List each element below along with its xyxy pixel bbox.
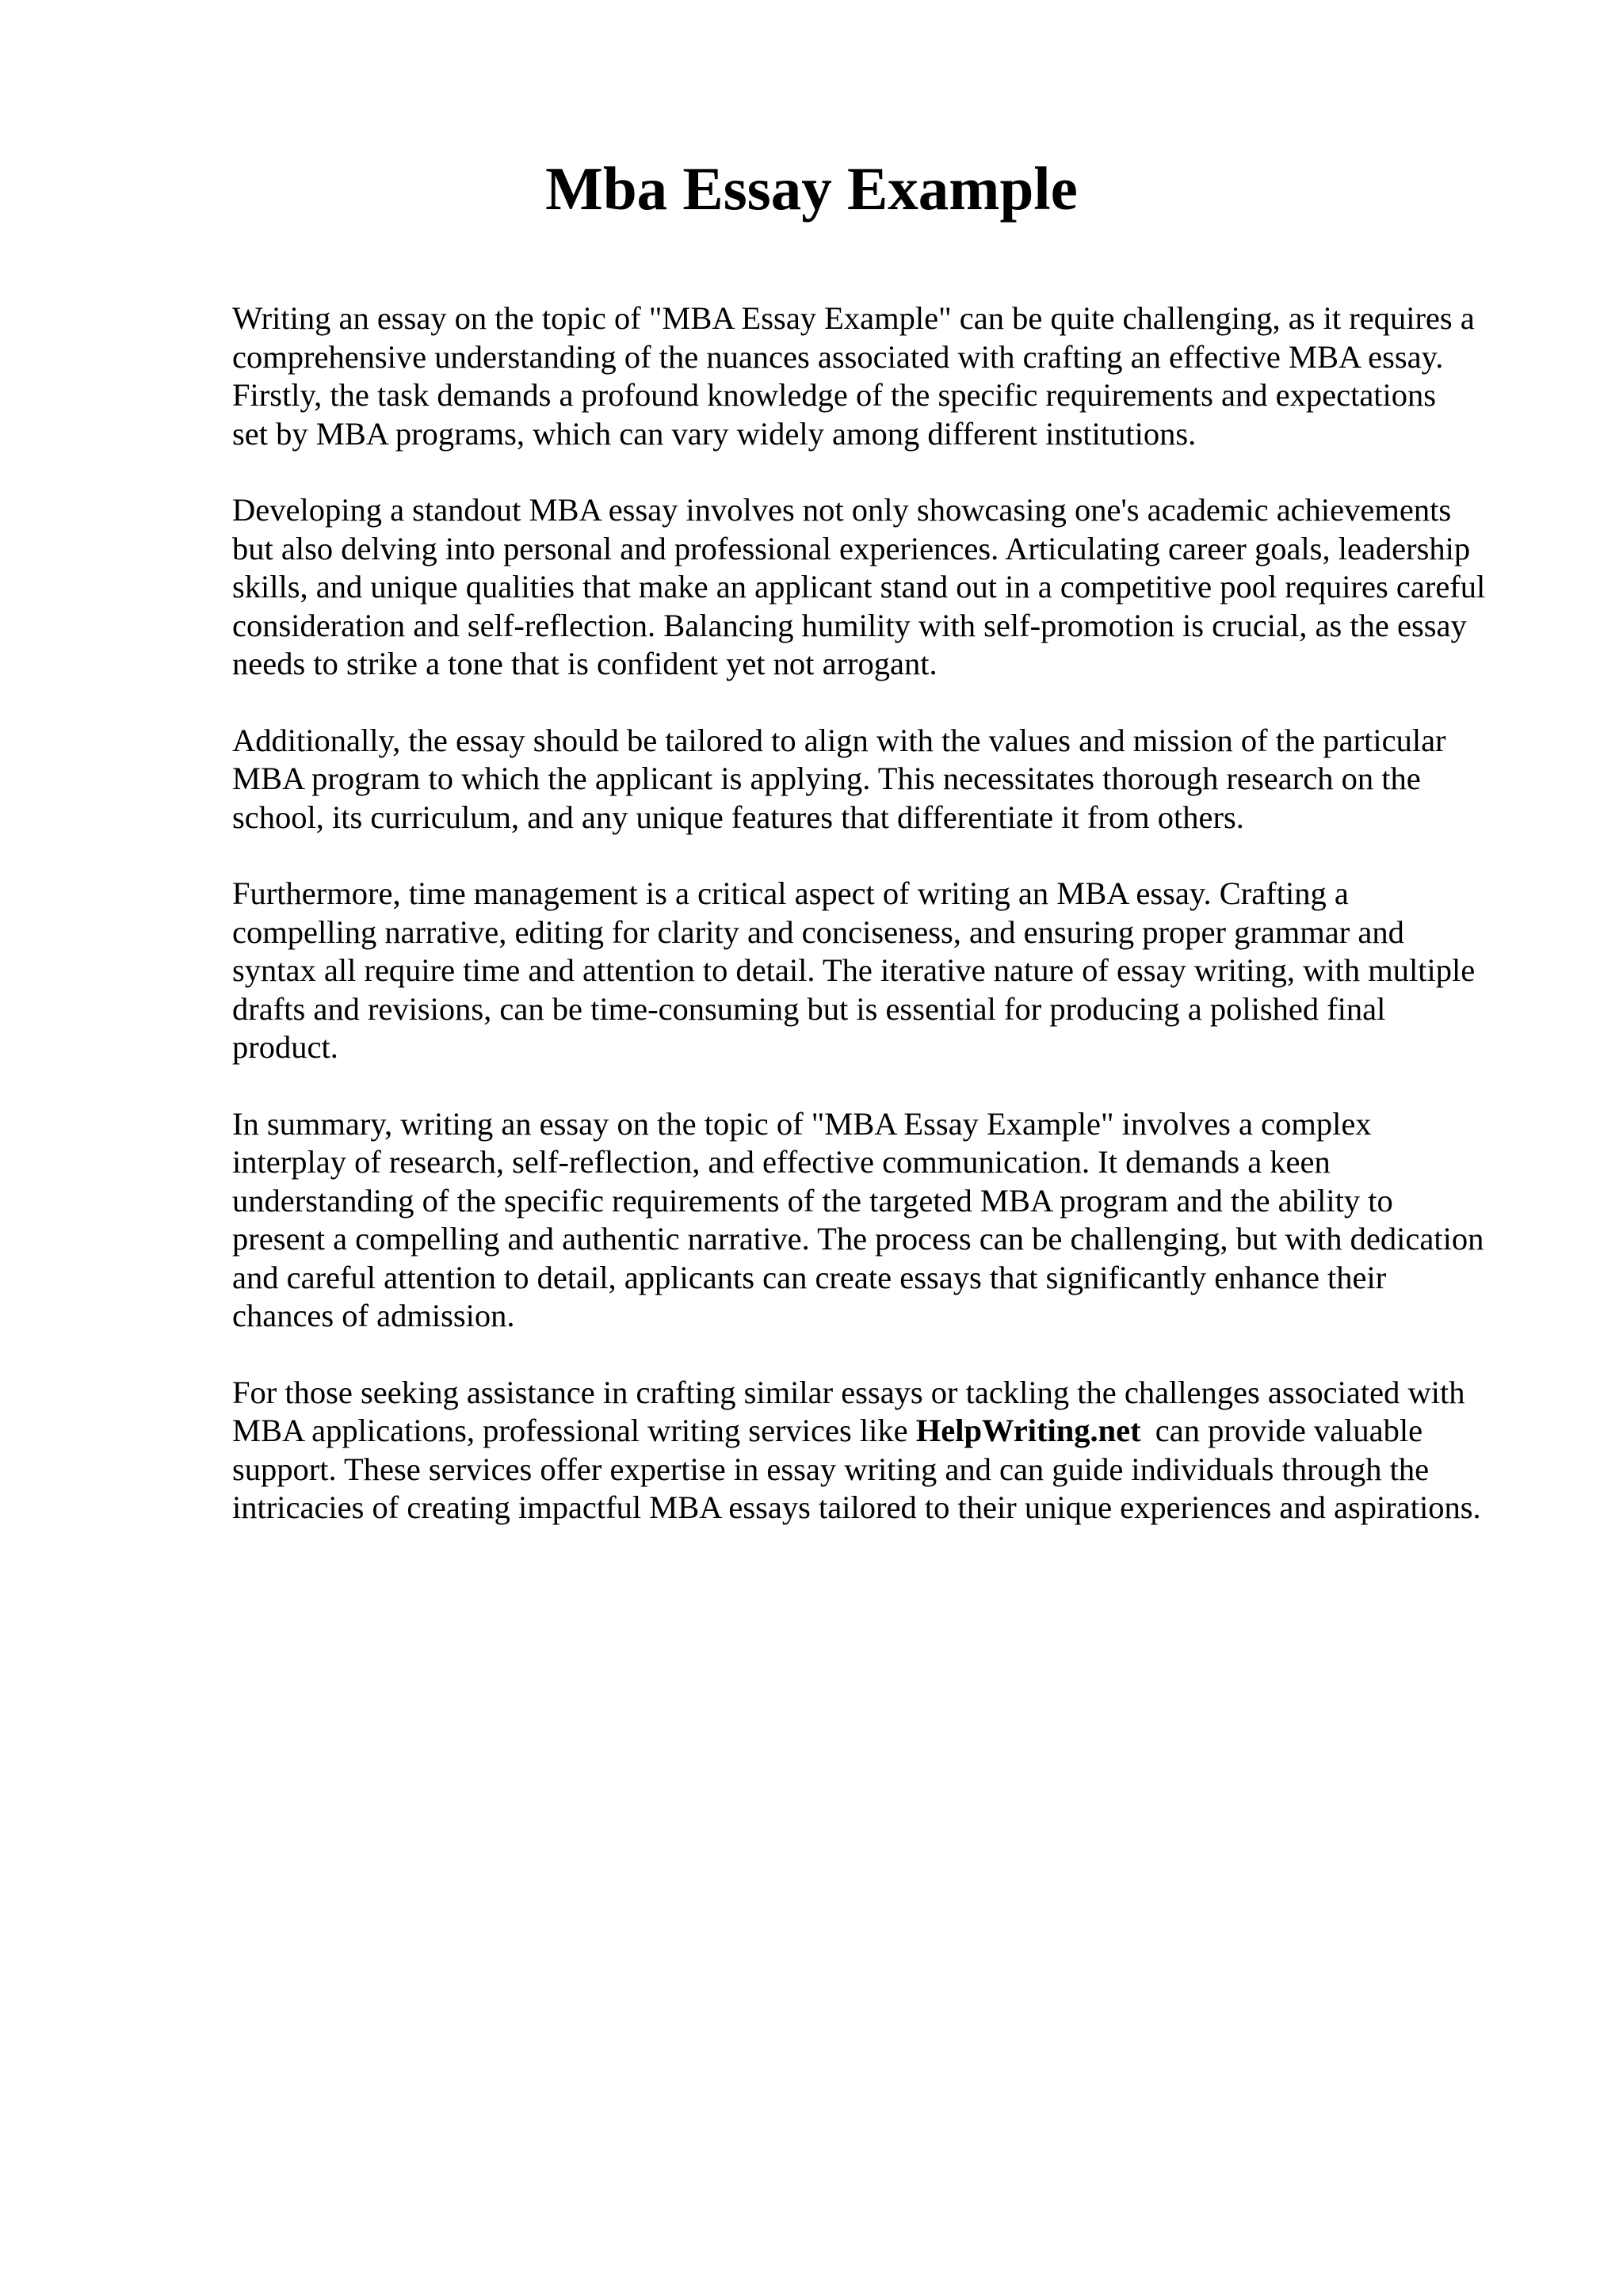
text-line: Developing a standout MBA essay involves not only showcasing one's academic achievements (232, 492, 1452, 528)
document-body (232, 299, 1532, 1566)
text-line: present a compelling and authentic narrative. The process can be challenging, but with dedication (232, 1221, 1484, 1257)
text-line: syntax all require time and attention to detail. The iterative nature of essay writing, with multiple (232, 952, 1476, 988)
text-line: but also delving into personal and professional experiences. Articulating career goals, leadership (232, 530, 1471, 566)
text-line: drafts and revisions, can be time-consuming but is essential for producing a polished final (232, 990, 1386, 1027)
text-line: Additionally, the essay should be tailored to align with the values and mission of the particular (232, 722, 1446, 758)
text-line: comprehensive understanding of the nuances associated with crafting an effective MBA essay. (232, 338, 1444, 375)
paragraph-summary (232, 1105, 1532, 1336)
text-line: compelling narrative, editing for clarity and conciseness, and ensuring proper grammar and (232, 913, 1404, 950)
paragraph-additionally (232, 722, 1532, 837)
text-line: Writing an essay on the topic of "MBA Essay Example" can be quite challenging, as it requires a (232, 300, 1475, 336)
text-line-with-brand (232, 1412, 1532, 1451)
text-line: needs to strike a tone that is confident yet not arrogant. (232, 646, 938, 681)
text-segment: can provide valuable (1147, 1413, 1423, 1448)
text-line: Furthermore, time management is a critical aspect of writing an MBA essay. Crafting a (232, 875, 1349, 911)
paragraph-developing (232, 491, 1532, 684)
text-line: Firstly, the task demands a profound knowledge of the specific requirements and expectations (232, 377, 1437, 413)
text-line: consideration and self-reflection. Balancing humility with self-promotion is crucial, as the essay (232, 607, 1467, 643)
text-line: intricacies of creating impactful MBA essays tailored to their unique experiences and aspirations. (232, 1489, 1481, 1525)
text-line: school, its curriculum, and any unique features that differentiate it from others. (232, 799, 1244, 835)
document-title: Mba Essay Example (545, 154, 1078, 223)
text-line: skills, and unique qualities that make an applicant stand out in a competitive pool requires careful (232, 569, 1486, 605)
text-line: MBA program to which the applicant is applying. This necessitates thorough research on the (232, 761, 1421, 796)
text-line: product. (232, 1029, 338, 1065)
text-line: In summary, writing an essay on the topic of "MBA Essay Example" involves a complex (232, 1105, 1372, 1142)
text-line: For those seeking assistance in crafting similar essays or tackling the challenges associated with (232, 1374, 1465, 1410)
brand-name: HelpWriting.net (915, 1413, 1141, 1448)
paragraph-intro (232, 299, 1532, 453)
text-segment: MBA applications, professional writing services like (232, 1413, 916, 1448)
paragraph-furthermore (232, 875, 1532, 1067)
text-line: chances of admission. (232, 1298, 515, 1333)
text-line: support. These services offer expertise in essay writing and can guide individuals through the (232, 1451, 1430, 1487)
paragraph-closing (232, 1374, 1532, 1527)
text-line: set by MBA programs, which can vary widely among different institutions. (232, 415, 1197, 452)
text-line: understanding of the specific requirements of the targeted MBA program and the ability to (232, 1182, 1393, 1219)
text-line: interplay of research, self-reflection, and effective communication. It demands a keen (232, 1144, 1331, 1180)
text-line: and careful attention to detail, applicants can create essays that significantly enhance their (232, 1259, 1387, 1295)
